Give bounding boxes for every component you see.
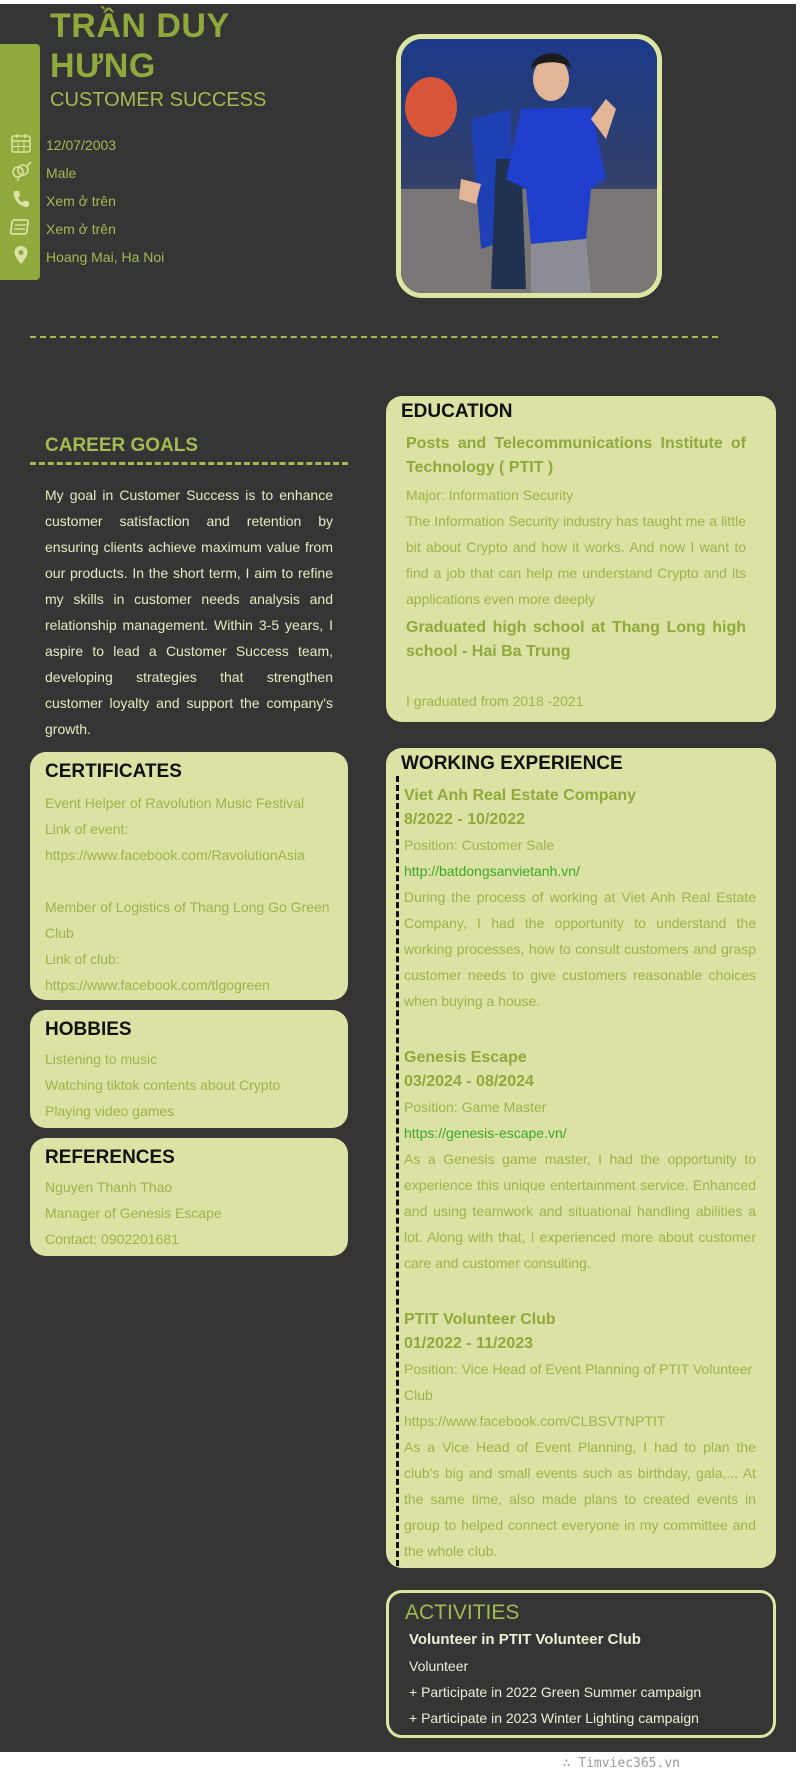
reference-name: Nguyen Thanh Thao xyxy=(45,1179,173,1195)
certificate-line: Link of club: xyxy=(45,951,120,967)
certificate-spacer xyxy=(45,868,340,894)
certificates-list xyxy=(45,790,340,998)
education-major: Major: Information Security xyxy=(406,487,574,503)
certificate-line: Link of event: xyxy=(45,821,129,837)
job-entry xyxy=(404,784,756,1014)
activity-item: + Participate in 2023 Winter Lighting campaign xyxy=(409,1710,699,1726)
job-description: As a Vice Head of Event Planning, I had to plan the club's big and small events such as birthday, gala,... At the same time, also made plans to created events in group to helped connect everyone in my committee and the whole club. xyxy=(404,1439,756,1559)
hobbies-card xyxy=(30,1010,348,1128)
job-period: 01/2022 - 11/2023 xyxy=(404,1335,534,1352)
work-experience-card xyxy=(386,748,776,1568)
activities-card xyxy=(386,1590,776,1738)
location-pin-icon xyxy=(10,244,32,266)
calendar-icon xyxy=(10,132,32,154)
job-entry xyxy=(404,1046,756,1276)
career-goals-text: My goal in Customer Success is to enhance customer satisfaction and retention by ensuring clients achieve maximum value from our products. In the short term, I aim to refine my skills in customer needs analysis and relationship management. Within 3-5 years, I aspire to lead a Customer Success team, developing strategies that strengthen customer loyalty and support the company's growth. xyxy=(45,487,333,737)
education-school-1: Posts and Telecommunications Institute of Technology ( PTIT ) xyxy=(406,435,746,476)
candidate-name: TRẦN DUY HƯNG xyxy=(50,7,230,85)
watermark: ∴ Timviec365.vn xyxy=(562,1756,680,1771)
certificate-line: Club xyxy=(45,925,74,941)
certificate-link[interactable]: https://www.facebook.com/RavolutionAsia xyxy=(45,847,305,863)
job-description: During the process of working at Viet Anh Real Estate Company, I had the opportunity to understand the working processes, how to consult customers and grasp customer needs to give customers reasonable choices when buying a house. xyxy=(404,889,756,1009)
job-period: 8/2022 - 10/2022 xyxy=(404,811,525,828)
job-position: Position: Vice Head of Event Planning of PTIT Volunteer Club xyxy=(404,1361,753,1403)
certificate-line: Member of Logistics of Thang Long Go Green xyxy=(45,899,330,915)
certificates-title: CERTIFICATES xyxy=(45,761,182,782)
job-link[interactable]: https://genesis-escape.vn/ xyxy=(404,1125,567,1141)
education-period: I graduated from 2018 -2021 xyxy=(406,693,584,709)
reference-contact: Contact: 0902201681 xyxy=(45,1231,179,1247)
job-position: Position: Game Master xyxy=(404,1099,547,1115)
job-link[interactable]: http://batdongsanvietanh.vn/ xyxy=(404,863,580,879)
timeline-line xyxy=(396,776,399,1566)
job-description: As a Genesis game master, I had the opportunity to experience this unique entertainment service. Enhanced and using teamwork and situational handling abilities a lot. Along with that, I experienced more about customer care and customer consulting. xyxy=(404,1151,756,1271)
hobbies-title: HOBBIES xyxy=(45,1019,132,1040)
job-title: CUSTOMER SUCCESS xyxy=(50,89,267,111)
gender: Male xyxy=(46,165,77,181)
birthdate: 12/07/2003 xyxy=(46,137,117,153)
hobby-item: Listening to music xyxy=(45,1051,158,1067)
hobby-item: Watching tiktok contents about Crypto xyxy=(45,1077,281,1093)
job-position: Position: Customer Sale xyxy=(404,837,555,853)
cv-page xyxy=(0,4,796,1752)
references-title: REFERENCES xyxy=(45,1147,175,1168)
certificates-card xyxy=(30,752,348,1000)
phone-icon xyxy=(10,188,32,210)
header-divider xyxy=(30,336,718,338)
profile-photo xyxy=(396,34,662,298)
job-company: Viet Anh Real Estate Company xyxy=(404,787,637,804)
education-card xyxy=(386,396,776,722)
references-list xyxy=(45,1174,222,1252)
certificate-link[interactable]: https://www.facebook.com/tlgogreen xyxy=(45,977,270,993)
hobbies-list xyxy=(45,1046,280,1124)
address: Hoang Mai, Ha Noi xyxy=(46,249,165,265)
activity-role: Volunteer xyxy=(409,1658,469,1674)
gender-icon xyxy=(10,160,32,182)
work-experience-title: WORKING EXPERIENCE xyxy=(401,753,623,774)
references-card xyxy=(30,1138,348,1256)
activity-organization: Volunteer in PTIT Volunteer Club xyxy=(409,1631,641,1648)
job-company: Genesis Escape xyxy=(404,1049,527,1066)
profile-photo-image xyxy=(401,39,657,293)
activities-title: ACTIVITIES xyxy=(405,1601,520,1624)
activity-item: + Participate in 2022 Green Summer campaign xyxy=(409,1684,702,1700)
reference-role: Manager of Genesis Escape xyxy=(45,1205,222,1221)
job-company: PTIT Volunteer Club xyxy=(404,1311,556,1328)
job-period: 03/2024 - 08/2024 xyxy=(404,1073,534,1090)
education-school-2: Graduated high school at Thang Long high school - Hai Ba Trung xyxy=(406,619,746,660)
phone: Xem ở trên xyxy=(46,193,116,209)
email-icon xyxy=(10,216,32,238)
hobby-item: Playing video games xyxy=(45,1103,175,1119)
education-title: EDUCATION xyxy=(401,401,513,422)
email: Xem ở trên xyxy=(46,221,116,237)
job-link[interactable]: https://www.facebook.com/CLBSVTNPTIT xyxy=(404,1413,666,1429)
education-description: The Information Security industry has taught me a little bit about Crypto and how it works. And now I want to find a job that can help me understand Crypto and its applications even more deeply xyxy=(406,513,746,607)
career-goals-title: CAREER GOALS xyxy=(45,435,199,456)
job-entry xyxy=(404,1308,756,1564)
certificate-line: Event Helper of Ravolution Music Festival xyxy=(45,795,305,811)
career-goals-divider xyxy=(30,462,348,465)
